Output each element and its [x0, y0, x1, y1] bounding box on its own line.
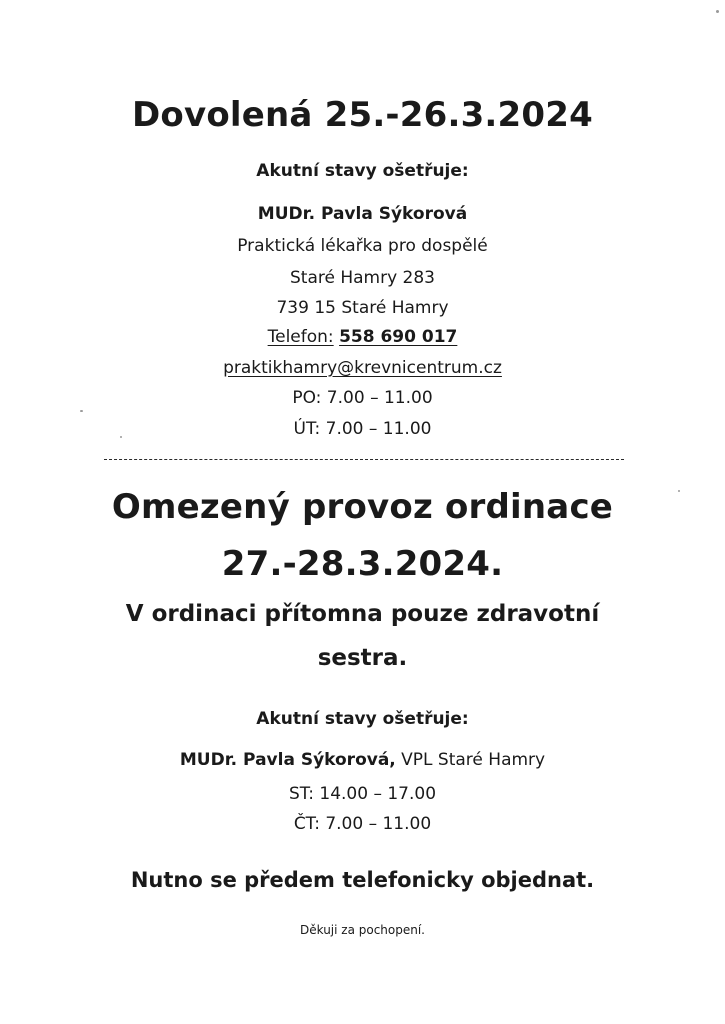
scan-speck — [80, 410, 83, 412]
address-street: Staré Hamry 283 — [289, 268, 435, 288]
limited-operation-title: Omezený provoz ordinace — [111, 487, 614, 527]
doctor-place: VPL Staré Hamry — [401, 750, 546, 770]
scan-speck — [678, 490, 680, 492]
nurse-notice-line1: V ordinaci přítomna pouze zdravotní — [125, 601, 600, 627]
acute-care-label-text: Akutní stavy ošetřuje: — [256, 709, 469, 729]
vacation-title: Dovolená 25.-26.3.2024 — [132, 95, 593, 135]
acute-care-label-2 — [0, 711, 725, 728]
dashed-divider — [104, 459, 624, 460]
doctor-name: MUDr. Pavla Sýkorová — [257, 204, 468, 224]
hours-thursday: ČT: 7.00 – 11.00 — [293, 814, 432, 834]
hours-wednesday: ST: 14.00 – 17.00 — [288, 784, 437, 804]
scan-speck — [716, 10, 719, 13]
nurse-notice-line2: sestra. — [317, 645, 408, 671]
phone-line — [0, 329, 725, 346]
hours-monday: PO: 7.00 – 11.00 — [292, 388, 433, 408]
address-city: 739 15 Staré Hamry — [276, 298, 449, 318]
doctor-specialty: Praktická lékařka pro dospělé — [237, 236, 488, 256]
doctor-name-2: MUDr. Pavla Sýkorová, — [179, 750, 396, 770]
order-note: Nutno se předem telefonicky objednat. — [130, 868, 595, 892]
thanks-note: Děkuji za pochopení. — [299, 923, 425, 937]
scan-speck — [120, 436, 122, 438]
phone-number: 558 690 017 — [339, 327, 458, 347]
limited-operation-dates: 27.-28.3.2024. — [221, 544, 504, 584]
email-link[interactable]: praktikhamry@krevnicentrum.cz — [223, 358, 502, 378]
hours-tuesday: ÚT: 7.00 – 11.00 — [293, 419, 432, 439]
acute-care-label: Akutní stavy ošetřuje: — [256, 161, 469, 181]
doctor-line-2 — [0, 752, 725, 769]
phone-label: Telefon: — [267, 327, 334, 347]
